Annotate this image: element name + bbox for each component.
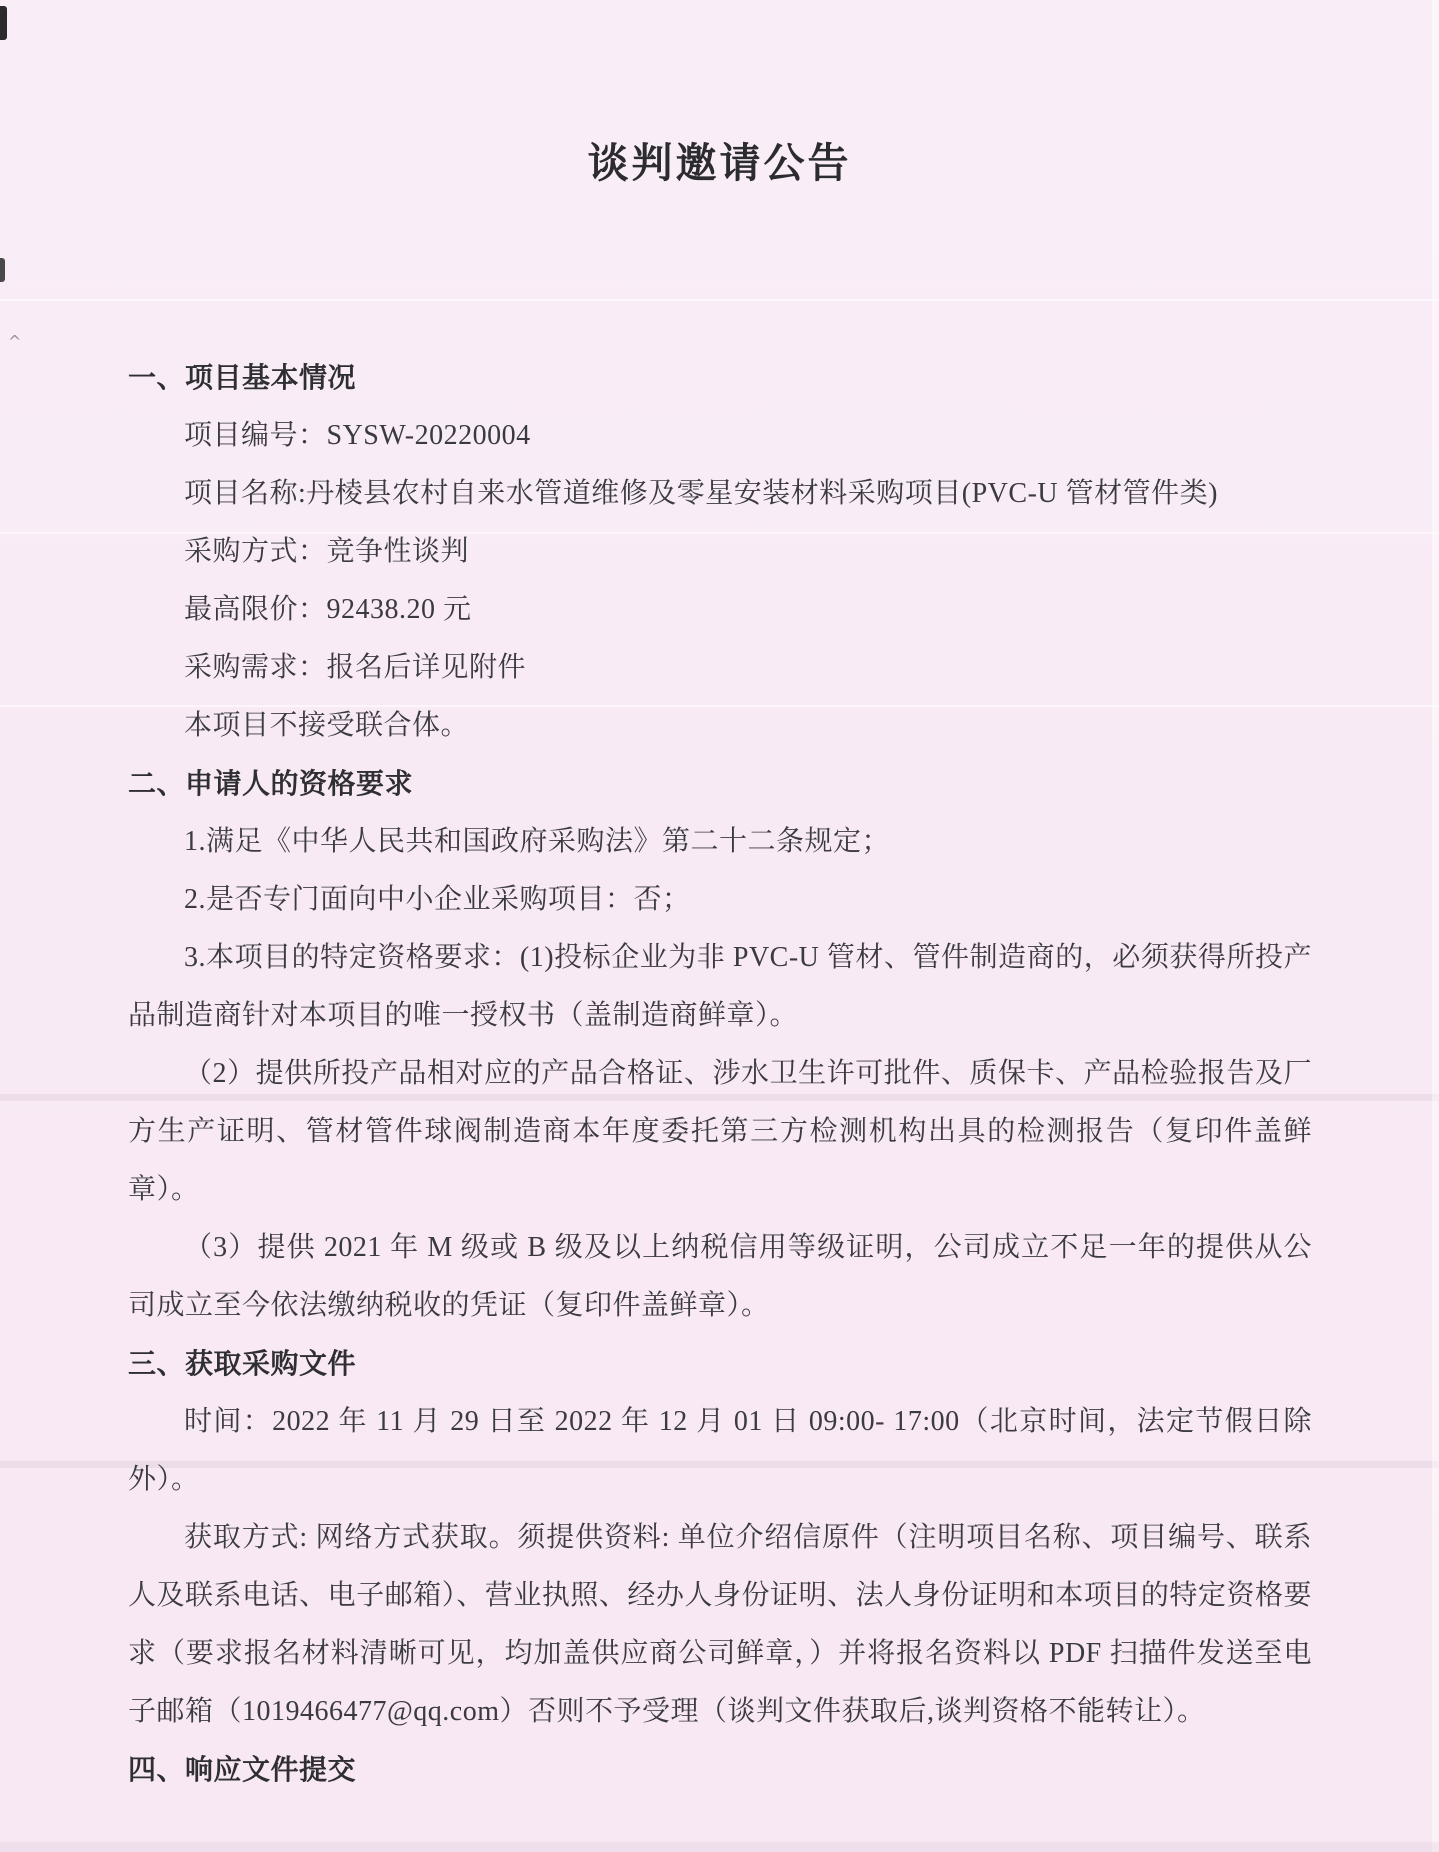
section-heading-project-basics: 一、项目基本情况 (128, 362, 357, 393)
paragraph-procurement-demand: 采购需求：报名后详见附件 (184, 652, 527, 683)
page-bottom-shade (0, 1842, 1439, 1852)
section-heading-response-submission: 四、响应文件提交 (128, 1754, 357, 1785)
section-heading-obtain-documents: 三、获取采购文件 (128, 1348, 357, 1379)
page-edge-mark (0, 6, 7, 40)
document-body (128, 349, 1312, 1799)
page-edge-mark (0, 258, 5, 282)
paragraph-obtain-method: 获取方式: 网络方式获取。须提供资料: 单位介绍信原件（注明项目名称、项目编号、联系人及联系电话、电子邮箱）、营业执照、经办人身份证明、法人身份证明和本项目的特定资格要求（要求报名材料清晰可见，均加盖供应商公司鲜章，）并将报名资料以 PDF 扫描件发送至电子邮箱（1019466477@qq.com）否则不予受理（谈判文件获取后,谈判资格不能转让）。 (128, 1522, 1312, 1727)
scan-line-artifact (0, 299, 1439, 301)
small-pen-mark: ^ (8, 332, 22, 351)
paragraph-obtain-time: 时间：2022 年 11 月 29 日至 2022 年 12 月 01 日 09:00- 17:00（北京时间，法定节假日除外）。 (128, 1406, 1312, 1495)
page-right-edge-highlight (1432, 0, 1439, 1852)
paragraph-qualification-3: 3.本项目的特定资格要求：(1)投标企业为非 PVC-U 管材、管件制造商的，必须获得所投产品制造商针对本项目的唯一授权书（盖制造商鲜章）。 (128, 942, 1312, 1031)
paragraph-qualification-3-3: （3）提供 2021 年 M 级或 B 级及以上纳税信用等级证明，公司成立不足一年的提供从公司成立至今依法缴纳税收的凭证（复印件盖鲜章）。 (128, 1232, 1312, 1321)
paragraph-qualification-3-2: （2）提供所投产品相对应的产品合格证、涉水卫生许可批件、质保卡、产品检验报告及厂方生产证明、管材管件球阀制造商本年度委托第三方检测机构出具的检测报告（复印件盖鲜章）。 (128, 1058, 1312, 1205)
section-heading-applicant-qualifications: 二、申请人的资格要求 (128, 768, 414, 799)
paragraph-qualification-1: 1.满足《中华人民共和国政府采购法》第二十二条规定； (184, 826, 891, 857)
paragraph-project-name: 项目名称:丹棱县农村自来水管道维修及零星安装材料采购项目(PVC-U 管材管件类) (184, 478, 1218, 509)
document-title: 谈判邀请公告 (587, 140, 852, 186)
paragraph-qualification-2: 2.是否专门面向中小企业采购项目：否； (184, 884, 691, 915)
paragraph-procurement-method: 采购方式：竞争性谈判 (184, 536, 470, 567)
paragraph-project-number: 项目编号：SYSW-20220004 (184, 420, 531, 451)
paragraph-no-consortium: 本项目不接受联合体。 (184, 710, 470, 741)
paragraph-price-ceiling: 最高限价：92438.20 元 (184, 594, 472, 625)
